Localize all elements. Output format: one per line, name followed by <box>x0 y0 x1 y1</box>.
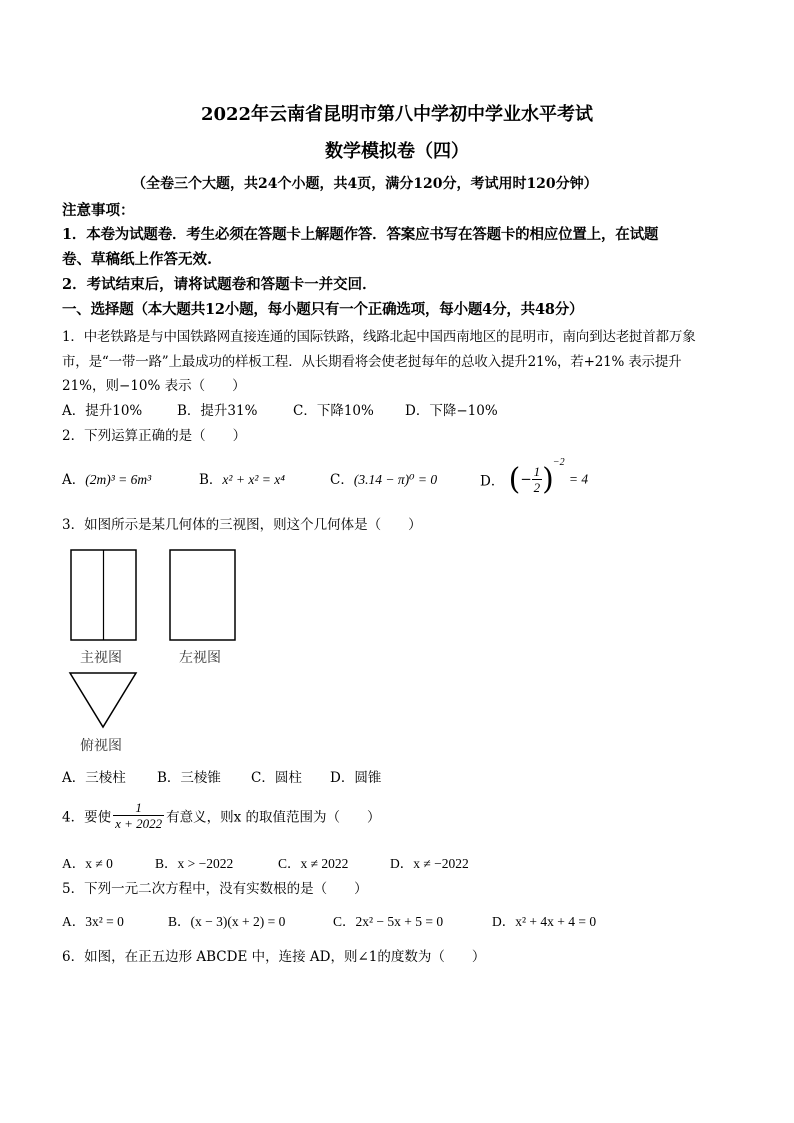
q2-option-c <box>330 468 437 488</box>
q2-option-b-expr: x² + x² = x⁴ <box>222 472 285 487</box>
q1-option-a: A．提升10% <box>62 403 143 419</box>
q4-stem <box>62 800 381 831</box>
q3-option-c: C．圆柱 <box>251 770 302 786</box>
notes-item1-line2: 卷、草稿纸上作答无效. <box>62 251 213 268</box>
q2-option-d-fraction: $\frac{1}{2}$ <box>533 464 541 495</box>
q4-prefix: 4．要使 <box>62 809 112 826</box>
q1-option-c: C．下降10% <box>293 403 374 419</box>
front-view-label: 主视图 <box>80 650 122 666</box>
q1-line1: 1．中老铁路是与中国铁路网直接连通的国际铁路，线路北起中国西南地区的昆明市，南向到达老挝首都万象 <box>62 329 696 345</box>
q2-option-d-exponent: −2 <box>552 457 565 468</box>
q1-option-d: D．下降−10% <box>405 403 498 419</box>
q6-stem: 6．如图，在正五边形 ABCDE 中，连接 AD，则∠1的度数为（ ） <box>62 949 486 965</box>
q1-line3: 21%，则−10% 表示（ ） <box>62 378 246 394</box>
q2-stem: 2．下列运算正确的是（ ） <box>62 428 247 444</box>
exam-subtitle: 数学模拟卷（四） <box>325 141 469 162</box>
q1-line2: 市，是“一带一路”上最成功的样板工程．从长期看将会使老挝每年的总收入提升21%，若+21% 表示提升 <box>62 354 682 370</box>
q4-option-c: C．x ≠ 2022 <box>278 856 349 871</box>
q2-option-c-label: C． <box>330 472 354 488</box>
notes-item2: 2．考试结束后，请将试题卷和答题卡一并交回． <box>62 276 377 293</box>
q4-option-a: A．x ≠ 0 <box>62 856 113 871</box>
q2-option-c-expr: (3.14 − π)⁰ = 0 <box>353 472 438 487</box>
q3-stem: 3．如图所示是某几何体的三视图，则这个几何体是（ ） <box>62 517 422 533</box>
top-view-triangle <box>70 673 136 727</box>
exam-title: 2022年云南省昆明市第八中学初中学业水平考试 <box>200 104 594 125</box>
q1-option-b: B．提升31% <box>177 403 258 419</box>
top-view-figure <box>69 672 139 730</box>
left-view-rect <box>170 550 235 640</box>
exam-info: （全卷三个大题，共24个小题，共4页，满分120分，考试用时120分钟） <box>132 176 598 192</box>
q4-fraction-denominator: x + 2022 <box>115 816 163 831</box>
section1-heading: 一、选择题（本大题共12小题，每小题只有一个正确选项，每小题4分，共48分） <box>62 301 584 318</box>
q2-option-a-label: A． <box>62 472 86 488</box>
q4-option-d: D．x ≠ −2022 <box>390 856 469 871</box>
q2-option-b-label: B． <box>199 472 223 488</box>
q2-option-b <box>199 468 285 488</box>
q3-option-b: B．三棱锥 <box>157 770 221 786</box>
top-view-label: 俯视图 <box>80 738 122 754</box>
q5-option-b: B．(x − 3)(x + 2) = 0 <box>168 914 286 929</box>
q2-option-a <box>62 468 151 488</box>
q4-fraction-numerator: 1 <box>135 800 142 815</box>
q5-stem: 5．下列一元二次方程中，没有实数根的是（ ） <box>62 881 368 897</box>
q5-option-d: D．x² + 4x + 4 = 0 <box>492 914 597 929</box>
front-view-figure <box>70 549 140 644</box>
q4-suffix: 有意义，则x 的取值范围为（ ） <box>166 809 381 826</box>
notes-item1-line1: 1．本卷为试题卷．考生必须在答题卡上解题作答．答案应书写在答题卡的相应位置上，在试题 <box>62 226 659 243</box>
q3-option-d: D．圆锥 <box>330 770 382 786</box>
left-view-label: 左视图 <box>179 650 221 666</box>
q4-fraction <box>113 800 164 831</box>
q2-option-d: D． (− $\frac{1}{2}$ )$^{-2}$ = 4 <box>480 457 589 497</box>
q5-option-a: A．3x² = 0 <box>62 914 124 929</box>
q3-option-a: A．三棱柱 <box>62 770 126 786</box>
q2-option-d-label: D． <box>480 473 505 490</box>
q2-option-a-expr: (2m)³ = 6m³ <box>85 472 152 487</box>
left-view-figure <box>169 549 239 644</box>
notes-heading: 注意事项： <box>62 202 135 219</box>
q2-option-d-rest: = 4 <box>568 471 589 487</box>
q5-option-c: C．2x² − 5x + 5 = 0 <box>333 914 444 929</box>
q4-option-b: B．x > −2022 <box>155 856 234 871</box>
